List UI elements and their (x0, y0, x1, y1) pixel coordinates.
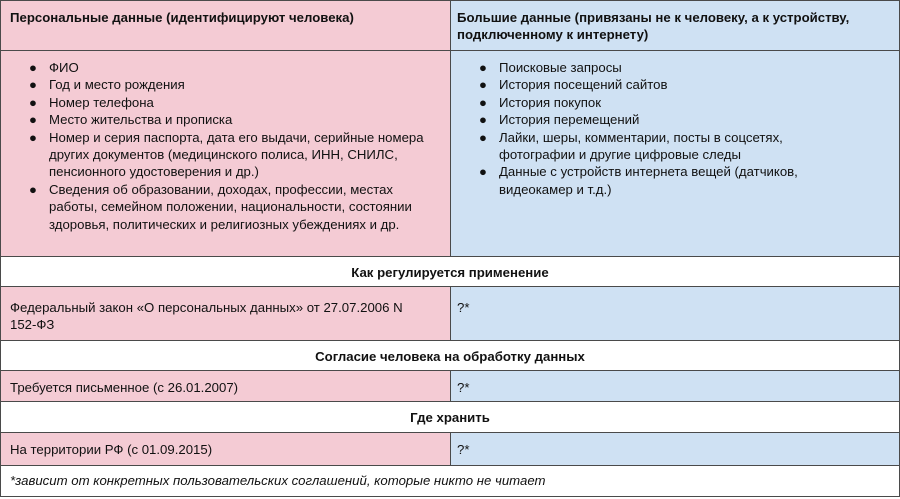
storage-personal: На территории РФ (с 01.09.2015) (1, 433, 451, 466)
consent-personal: Требуется письменное (с 26.01.2007) (1, 371, 451, 402)
big-data-list-cell (451, 51, 900, 257)
bullet: ● (29, 129, 37, 145)
bullet: ● (29, 94, 37, 110)
section-row (1, 402, 900, 433)
section-row (1, 257, 900, 287)
lists-row (1, 51, 900, 257)
list-item: ● Место жительства и прописка (29, 112, 233, 128)
bullet: ● (479, 94, 487, 110)
list-item: ● Данные с устройств интернета вещей (датчиков, видеокамер и т.д.) (479, 164, 798, 197)
bullet: ● (479, 164, 487, 180)
bullet: ● (479, 60, 487, 75)
list-item: ● Год и место рождения (29, 77, 185, 93)
list-item: ● Сведения об образовании, доходах, профессии, местах работы, семейном положении, национальности, состоянии здоровья, политических и религиозных убеждениях и др. (29, 181, 412, 232)
footnote-row (1, 466, 900, 497)
regulation-personal: Федеральный закон «О персональных данных» от 27.07.2006 N 152-ФЗ (1, 287, 451, 341)
bullet: ● (479, 112, 487, 128)
bullet: ● (29, 112, 37, 128)
list-item: ● История посещений сайтов (479, 77, 668, 93)
bullet: ● (479, 129, 487, 145)
list-item: ● Лайки, шеры, комментарии, посты в соцсетях, фотографии и другие цифровые следы (479, 129, 783, 163)
bullet: ● (479, 77, 487, 93)
storage-bigdata: ?* (451, 433, 900, 466)
list-item: ● История перемещений (479, 112, 640, 128)
consent-bigdata: ?* (451, 371, 900, 402)
list-item: ● История покупок (479, 94, 602, 110)
footnote: *зависит от конкретных пользовательских соглашений, которые никто не читает (1, 466, 900, 497)
section-title-consent: Согласие человека на обработку данных (1, 341, 900, 371)
regulation-bigdata: ?* (451, 287, 900, 341)
list-item: ● Номер телефона (29, 94, 154, 110)
personal-data-header: Персональные данные (идентифицируют человека) (1, 1, 451, 51)
section-row (1, 341, 900, 371)
section-title-storage: Где хранить (1, 402, 900, 433)
header-row (1, 1, 900, 51)
table-row (1, 371, 900, 402)
table-row (1, 433, 900, 466)
bullet: ● (29, 181, 37, 197)
personal-data-list-cell (1, 51, 451, 257)
list-item: ● Номер и серия паспорта, дата его выдачи, серийные номера других документов (медицинского полиса, ИНН, СНИЛС, пенсионного удостоверения и др.) (29, 129, 424, 180)
bullet: ● (29, 77, 37, 93)
list-item: ● ФИО (29, 60, 79, 75)
bullet: ● (29, 60, 37, 75)
personal-data-list (1, 59, 450, 233)
big-data-header: Большие данные (привязаны не к человеку, а к устройству, подключенному к интернету) (451, 1, 900, 51)
table-row (1, 287, 900, 341)
section-title-regulation: Как регулируется применение (1, 257, 900, 287)
big-data-list (451, 59, 899, 198)
list-item: ● Поисковые запросы (479, 60, 622, 75)
